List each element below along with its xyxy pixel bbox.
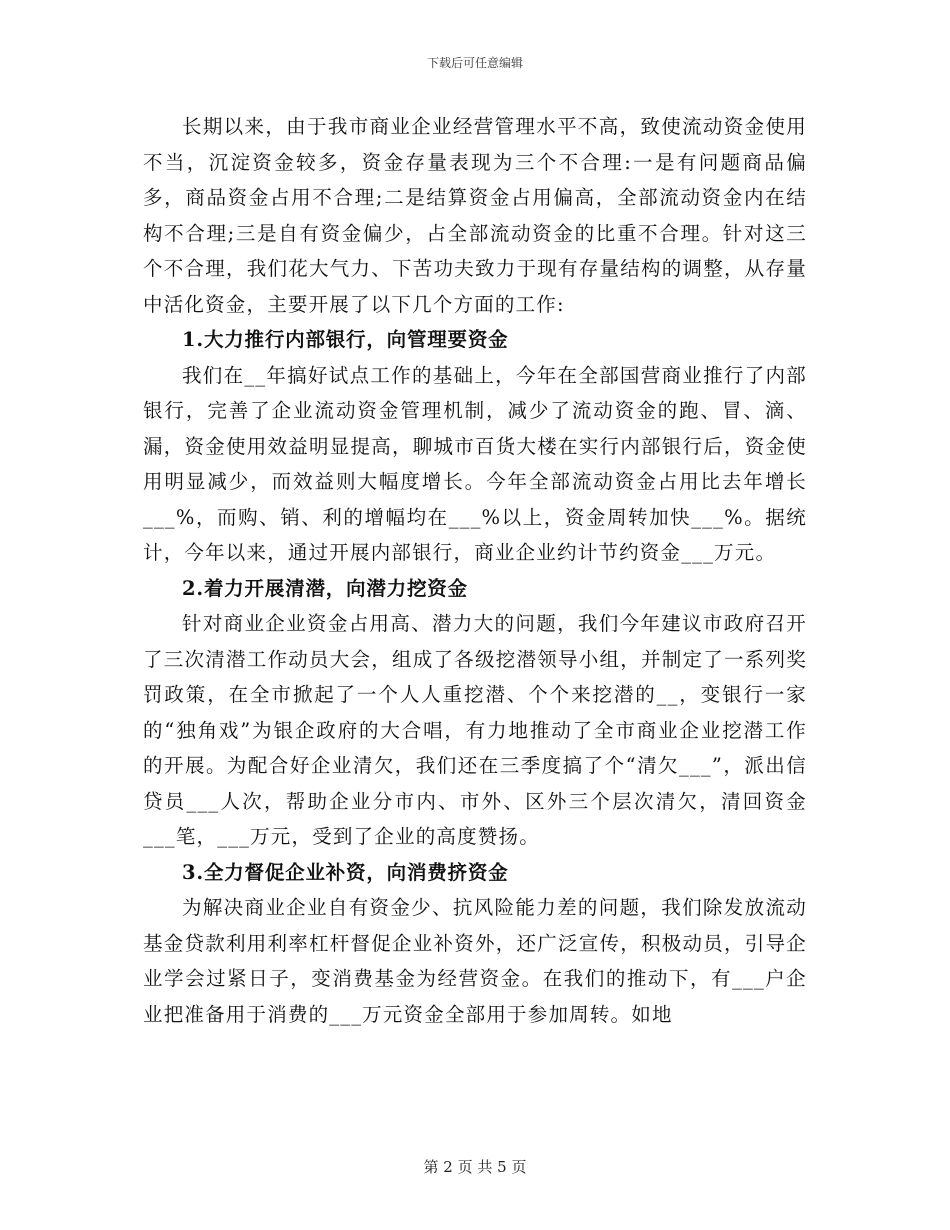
- section-heading-1: 1.大力推行内部银行，向管理要资金: [182, 328, 509, 351]
- section-1-paragraph: 我们在__年搞好试点工作的基础上，今年在全部国营商业推行了内部银行，完善了企业流动资金管理机制，减少了流动资金的跑、冒、滴、漏，资金使用效益明显提高，聊城市百货大楼在实行内部银行后，资金使用明显减少，而效益则大幅度增长。今年全部流动资金占用比去年增长___%，而购、销、利的增幅均在___%以上，资金周转加快___%。据统计，今年以来，通过开展内部银行，商业企业约计节约资金___万元。: [143, 363, 807, 564]
- section-2-paragraph: 针对商业企业资金占用高、潜力大的问题，我们今年建议市政府召开了三次清潜工作动员大会，组成了各级挖潜领导小组，并制定了一系列奖罚政策，在全市掀起了一个人人重挖潜、个个来挖潜的__，变银行一家的“独角戏”为银企政府的大合唱，有力地推动了全市商业企业挖潜工作的开展。为配合好企业清欠，我们还在三季度搞了个“清欠___”，派出信贷员___人次，帮助企业分市内、市外、区外三个层次清欠，清回资金___笔，___万元，受到了企业的高度赞扬。: [143, 612, 807, 848]
- page-header: 下载后可任意编辑: [426, 56, 523, 70]
- section-3-paragraph: 为解决商业企业自有资金少、抗风险能力差的问题，我们除发放流动基金贷款利用利率杠杆督促企业补资外，还广泛宣传，积极动员，引导企业学会过紧日子，变消费基金为经营资金。在我们的推动下，有___户企业把准备用于消费的___万元资金全部用于参加周转。如地: [143, 896, 807, 1026]
- section-heading-2: 2.着力开展清潜，向潜力挖资金: [182, 576, 468, 600]
- document-body: [143, 109, 807, 1032]
- page-footer: 第 2 页 共 5 页: [423, 1158, 527, 1176]
- intro-paragraph: 长期以来，由于我市商业企业经营管理水平不高，致使流动资金使用不当，沉淀资金较多，资金存量表现为三个不合理:一是有问题商品偏多，商品资金占用不合理;二是结算资金占用偏高，全部流动资金内在结构不合理;三是自有资金偏少，占全部流动资金的比重不合理。针对这三个不合理，我们花大气力、下苦功夫致力于现有存量结构的调整，从存量中活化资金，主要开展了以下几个方面的工作:: [143, 115, 807, 316]
- section-heading-3: 3.全力督促企业补资，向消费挤资金: [182, 860, 509, 884]
